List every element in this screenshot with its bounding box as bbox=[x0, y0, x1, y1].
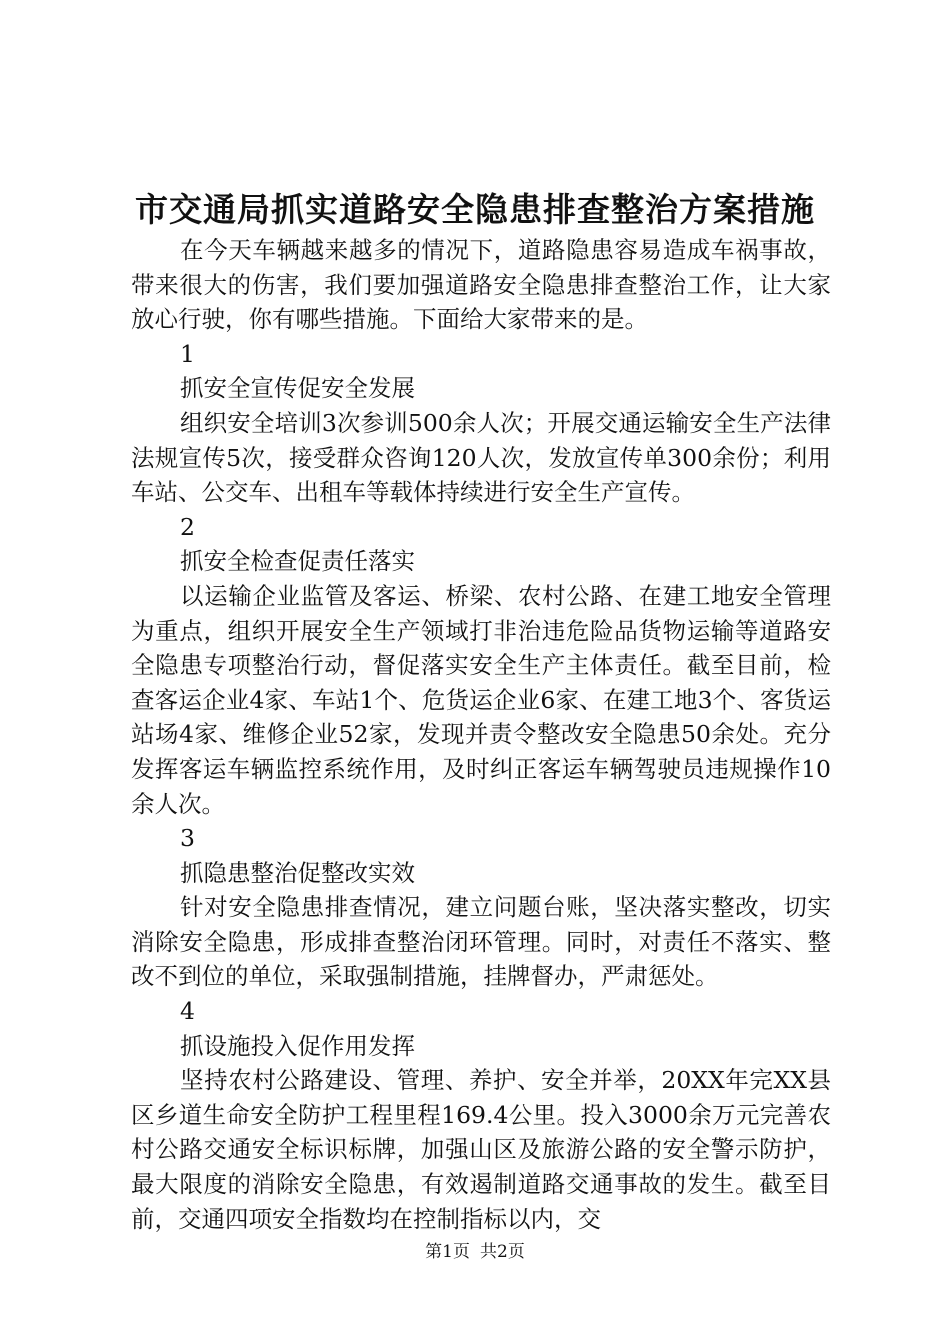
page-number: 第1页 bbox=[425, 1242, 470, 1262]
section-number: 2 bbox=[180, 512, 195, 541]
section-heading: 抓隐患整治促整改实效 bbox=[180, 858, 415, 887]
page-footer bbox=[0, 1240, 950, 1264]
section-paragraph: 坚持农村公路建设、管理、养护、安全并举，20XX年完XX县区乡道生命安全防护工程里程169.4公里。投入3000余万元完善农村公路交通安全标识标牌，加强山区及旅游公路的安全警示防护，最大限度的消除安全隐患，有效遏制道路交通事故的发生。截至目前，交通四项安全指数均在控制指标以内，交 bbox=[131, 1066, 831, 1233]
section-number: 1 bbox=[180, 339, 195, 368]
section-heading: 抓设施投入促作用发挥 bbox=[180, 1031, 415, 1060]
document-body bbox=[131, 233, 831, 1236]
section-number: 3 bbox=[180, 824, 195, 853]
section-paragraph: 组织安全培训3次参训500余人次；开展交通运输安全生产法律法规宣传5次，接受群众咨询120人次，发放宣传单300余份；利用车站、公交车、出租车等载体持续进行安全生产宣传。 bbox=[131, 408, 831, 507]
section-heading: 抓安全宣传促安全发展 bbox=[180, 374, 415, 403]
page-total: 共2页 bbox=[480, 1242, 525, 1262]
section-paragraph: 以运输企业监管及客运、桥梁、农村公路、在建工地安全管理为重点，组织开展安全生产领域打非治违危险品货物运输等道路安全隐患专项整治行动，督促落实安全生产主体责任。截至目前，检查客运企业4家、车站1个、危货运企业6家、在建工地3个、客货运站场4家、维修企业52家，发现并责令整改安全隐患50余处。充分发挥客运车辆监控系统作用，及时纠正客运车辆驾驶员违规操作10余人次。 bbox=[131, 581, 831, 818]
intro-paragraph: 在今天车辆越来越多的情况下，道路隐患容易造成车祸事故，带来很大的伤害，我们要加强道路安全隐患排查整治工作，让大家放心行驶，你有哪些措施。下面给大家带来的是。 bbox=[131, 236, 831, 334]
section-paragraph: 针对安全隐患排查情况，建立问题台账，坚决落实整改，切实消除安全隐患，形成排查整治闭环管理。同时，对责任不落实、整改不到位的单位，采取强制措施，挂牌督办，严肃惩处。 bbox=[131, 893, 831, 991]
section-number: 4 bbox=[180, 997, 195, 1026]
document-title: 市交通局抓实道路安全隐患排查整治方案措施 bbox=[135, 190, 815, 229]
section-heading: 抓安全检查促责任落实 bbox=[180, 547, 415, 576]
